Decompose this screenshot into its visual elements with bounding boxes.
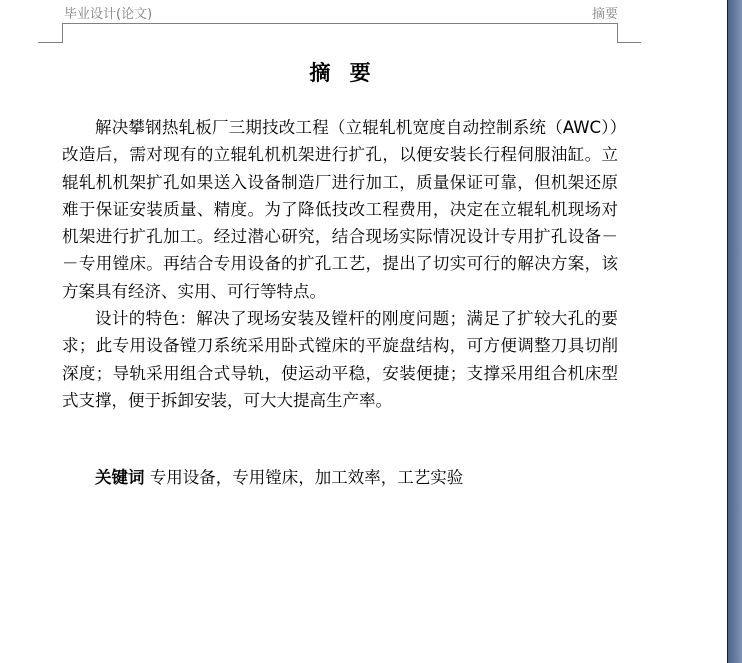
right-margin-mark-vertical bbox=[617, 24, 618, 43]
header-left-text: 毕业设计(论文) bbox=[64, 7, 153, 22]
header-rule bbox=[62, 23, 618, 24]
left-margin-mark-vertical bbox=[62, 24, 63, 43]
right-margin-mark-horizontal bbox=[617, 42, 641, 43]
keywords-label: 关键词 bbox=[95, 468, 145, 488]
page-header bbox=[0, 0, 728, 46]
left-margin-mark-horizontal bbox=[38, 42, 63, 43]
keywords-line bbox=[62, 464, 618, 491]
page-title: 摘 要 bbox=[309, 61, 377, 85]
document-body bbox=[62, 58, 618, 492]
abstract-paragraph-1: 解决攀钢热轧板厂三期技改工程（立辊轧机宽度自动控制系统（AWC））改造后，需对现有的立辊轧机机架进行扩孔，以便安装长行程伺服油缸。立辊轧机机架扩孔如果送入设备制造厂进行加工，质量保证可靠，但机架还原难于保证安装质量、精度。为了降低技改工程费用，决定在立辊轧机现场对机架进行扩孔加工。经过潜心研究，结合现场实际情况设计专用扩孔设备－－专用镗床。再结合专用设备的扩孔工艺，提出了切实可行的解决方案，该方案具有经济、实用、可行等特点。 bbox=[62, 118, 618, 301]
keywords-value: 专用设备，专用镗床，加工效率，工艺实验 bbox=[144, 468, 464, 488]
page-edge-strip[interactable] bbox=[727, 0, 742, 663]
header-right-text: 摘要 bbox=[591, 7, 618, 22]
abstract-paragraph-2: 设计的特色：解决了现场安装及镗杆的刚度问题；满足了扩较大孔的要求；此专用设备镗刀系统采用卧式镗床的平旋盘结构，可方便调整刀具切削深度；导轨采用组合式导轨，使运动平稳，安装便捷；支撑采用组合机床型式支撑，便于拆卸安装，可大大提高生产率。 bbox=[62, 309, 618, 410]
